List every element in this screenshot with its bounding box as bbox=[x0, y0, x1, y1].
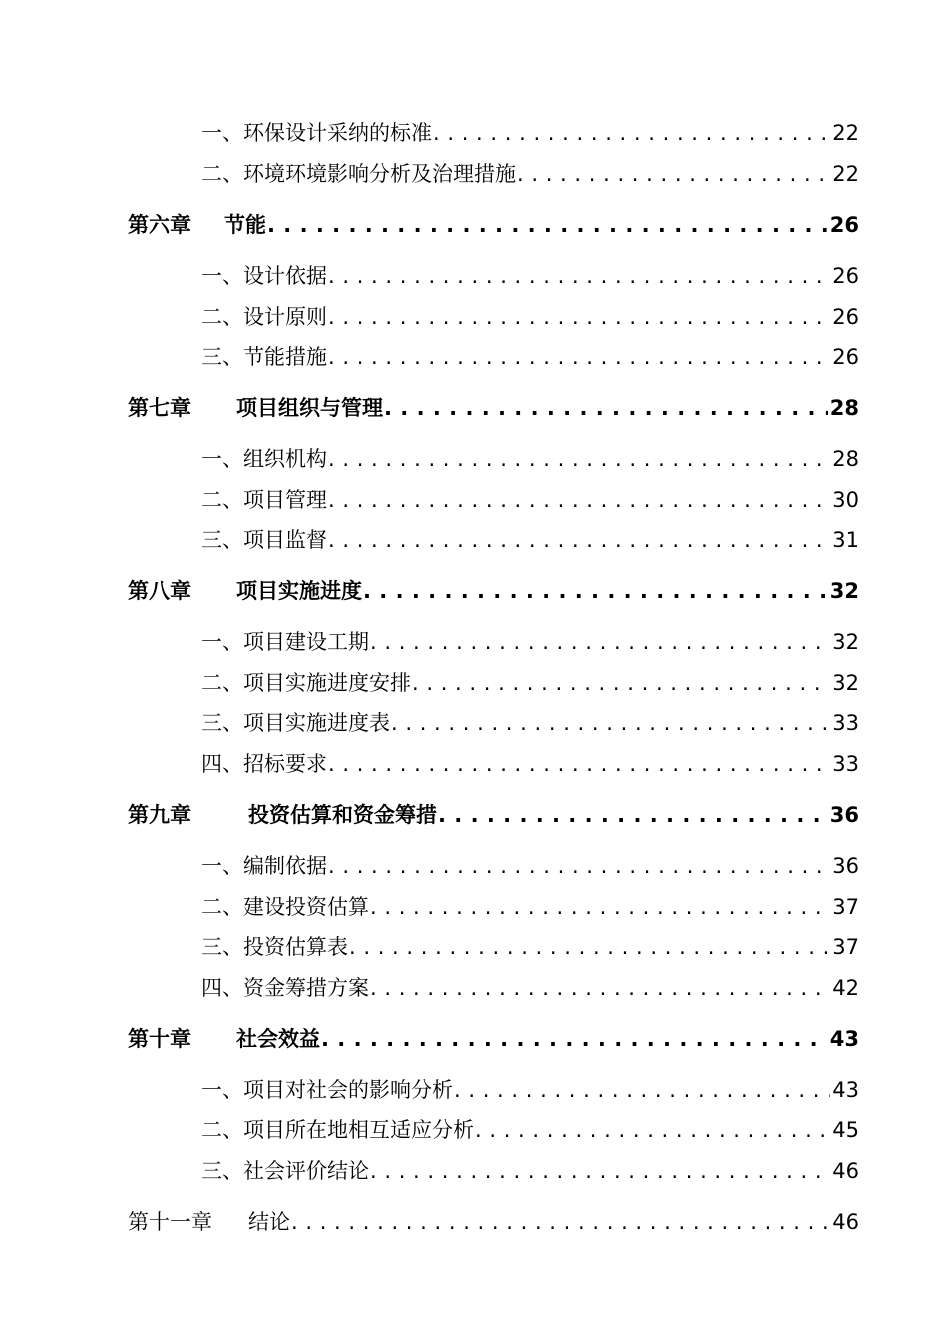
toc-entry-social-conclusion[interactable] bbox=[201, 1156, 859, 1186]
toc-chapter-7[interactable] bbox=[128, 393, 859, 423]
toc-chapter-8[interactable] bbox=[128, 576, 859, 606]
chapter-title: 节能 bbox=[224, 213, 266, 237]
toc-entry-label: 三、项目监督 bbox=[201, 528, 327, 552]
dot-leader bbox=[321, 1024, 828, 1054]
toc-page-number: 33 bbox=[832, 752, 859, 776]
toc-entry-label: 二、项目管理 bbox=[201, 488, 327, 512]
toc-page-number: 42 bbox=[832, 976, 859, 1000]
chapter-title: 社会效益 bbox=[236, 1027, 320, 1051]
toc-page-number: 32 bbox=[832, 671, 859, 695]
toc-page-number: 28 bbox=[829, 396, 859, 420]
toc-entry-schedule-arrangement[interactable] bbox=[201, 668, 859, 698]
toc-page-number: 46 bbox=[832, 1159, 859, 1183]
toc-entry-bidding-requirements[interactable] bbox=[201, 749, 859, 779]
toc-entry-env-standards[interactable] bbox=[201, 118, 859, 148]
toc-entry-social-impact[interactable] bbox=[201, 1075, 859, 1105]
toc-entry-label: 二、环境环境影响分析及治理措施 bbox=[201, 162, 516, 186]
dot-leader bbox=[363, 576, 828, 606]
toc-entry-label: 一、环保设计采纳的标准 bbox=[201, 121, 432, 145]
dot-leader bbox=[328, 851, 830, 881]
dot-leader bbox=[267, 210, 828, 240]
toc-page-number: 37 bbox=[832, 895, 859, 919]
chapter-title: 结论 bbox=[248, 1210, 290, 1234]
toc-entry-project-supervision[interactable] bbox=[201, 525, 859, 555]
toc-chapter-label bbox=[128, 393, 383, 423]
dot-leader bbox=[328, 342, 830, 372]
toc-page-number: 26 bbox=[832, 345, 859, 369]
toc-entry-organization[interactable] bbox=[201, 444, 859, 474]
toc-entry-schedule-table[interactable] bbox=[201, 708, 859, 738]
toc-page-number: 22 bbox=[832, 121, 859, 145]
toc-page-number: 28 bbox=[832, 447, 859, 471]
toc-chapter-11[interactable] bbox=[128, 1207, 859, 1237]
toc-page-number: 31 bbox=[832, 528, 859, 552]
chapter-number: 第七章 bbox=[128, 396, 191, 420]
toc-entry-label: 一、项目建设工期 bbox=[201, 630, 369, 654]
toc-entry-project-management[interactable] bbox=[201, 485, 859, 515]
dot-leader bbox=[475, 1115, 830, 1145]
toc-page-number: 32 bbox=[832, 630, 859, 654]
toc-entry-label: 三、投资估算表 bbox=[201, 935, 348, 959]
toc-page-number: 26 bbox=[829, 213, 859, 237]
toc-entry-label: 一、编制依据 bbox=[201, 854, 327, 878]
dot-leader bbox=[328, 444, 830, 474]
toc-page-number: 43 bbox=[829, 1027, 859, 1051]
chapter-number: 第六章 bbox=[128, 213, 191, 237]
chapter-title: 项目组织与管理 bbox=[236, 396, 383, 420]
toc-entry-construction-period[interactable] bbox=[201, 627, 859, 657]
dot-leader bbox=[370, 627, 830, 657]
chapter-number: 第八章 bbox=[128, 579, 191, 603]
toc-page-number: 26 bbox=[832, 264, 859, 288]
toc-page-number: 37 bbox=[832, 935, 859, 959]
dot-leader bbox=[412, 668, 830, 698]
toc-entry-label: 三、节能措施 bbox=[201, 345, 327, 369]
chapter-title: 投资估算和资金筹措 bbox=[248, 803, 437, 827]
chapter-number: 第九章 bbox=[128, 803, 191, 827]
chapter-number: 第十章 bbox=[128, 1027, 191, 1051]
dot-leader bbox=[517, 159, 830, 189]
toc-page-number: 32 bbox=[829, 579, 859, 603]
toc-chapter-label bbox=[128, 1024, 320, 1054]
toc-entry-estimate-table[interactable] bbox=[201, 932, 859, 962]
toc-entry-label: 二、项目实施进度安排 bbox=[201, 671, 411, 695]
toc-entry-label: 三、社会评价结论 bbox=[201, 1159, 369, 1183]
toc-entry-label: 三、项目实施进度表 bbox=[201, 711, 390, 735]
toc-entry-funding-plan[interactable] bbox=[201, 973, 859, 1003]
toc-entry-label: 一、设计依据 bbox=[201, 264, 327, 288]
dot-leader bbox=[328, 302, 830, 332]
toc-entry-design-basis[interactable] bbox=[201, 261, 859, 291]
chapter-number: 第十一章 bbox=[128, 1210, 212, 1234]
toc-entry-label: 一、组织机构 bbox=[201, 447, 327, 471]
toc-entry-label: 二、建设投资估算 bbox=[201, 895, 369, 919]
toc-chapter-label bbox=[128, 210, 266, 240]
chapter-title: 项目实施进度 bbox=[236, 579, 362, 603]
toc-entry-label: 一、项目对社会的影响分析 bbox=[201, 1078, 453, 1102]
toc-page-number: 33 bbox=[832, 711, 859, 735]
toc-entry-local-adaptation[interactable] bbox=[201, 1115, 859, 1145]
dot-leader bbox=[328, 261, 830, 291]
dot-leader bbox=[328, 485, 830, 515]
dot-leader bbox=[349, 932, 830, 962]
dot-leader bbox=[454, 1075, 830, 1105]
dot-leader bbox=[291, 1207, 830, 1237]
toc-page-number: 22 bbox=[832, 162, 859, 186]
toc-page-number: 45 bbox=[832, 1118, 859, 1142]
dot-leader bbox=[391, 708, 830, 738]
toc-chapter-label bbox=[128, 576, 362, 606]
dot-leader bbox=[328, 525, 830, 555]
dot-leader bbox=[370, 892, 830, 922]
dot-leader bbox=[433, 118, 830, 148]
toc-page-number: 43 bbox=[832, 1078, 859, 1102]
toc-chapter-10[interactable] bbox=[128, 1024, 859, 1054]
dot-leader bbox=[328, 749, 830, 779]
toc-page-number: 46 bbox=[832, 1210, 859, 1234]
toc-entry-env-impact[interactable] bbox=[201, 159, 859, 189]
toc-entry-energy-measures[interactable] bbox=[201, 342, 859, 372]
dot-leader bbox=[384, 393, 828, 423]
dot-leader bbox=[438, 800, 828, 830]
toc-entry-label: 二、项目所在地相互适应分析 bbox=[201, 1118, 474, 1142]
dot-leader bbox=[370, 973, 830, 1003]
toc-entry-investment-estimate[interactable] bbox=[201, 892, 859, 922]
toc-page-number: 26 bbox=[832, 305, 859, 329]
toc-page-number: 36 bbox=[829, 803, 859, 827]
toc-chapter-9[interactable] bbox=[128, 800, 859, 830]
toc-entry-compilation-basis[interactable] bbox=[201, 851, 859, 881]
toc-page-number: 36 bbox=[832, 854, 859, 878]
toc-chapter-6[interactable] bbox=[128, 210, 859, 240]
toc-entry-label: 二、设计原则 bbox=[201, 305, 327, 329]
dot-leader bbox=[370, 1156, 830, 1186]
toc-entry-design-principles[interactable] bbox=[201, 302, 859, 332]
toc-entry-label: 四、资金筹措方案 bbox=[201, 976, 369, 1000]
toc-entry-label: 四、招标要求 bbox=[201, 752, 327, 776]
toc-chapter-label bbox=[128, 800, 437, 830]
toc-page-number: 30 bbox=[832, 488, 859, 512]
toc-chapter-label bbox=[128, 1207, 290, 1237]
